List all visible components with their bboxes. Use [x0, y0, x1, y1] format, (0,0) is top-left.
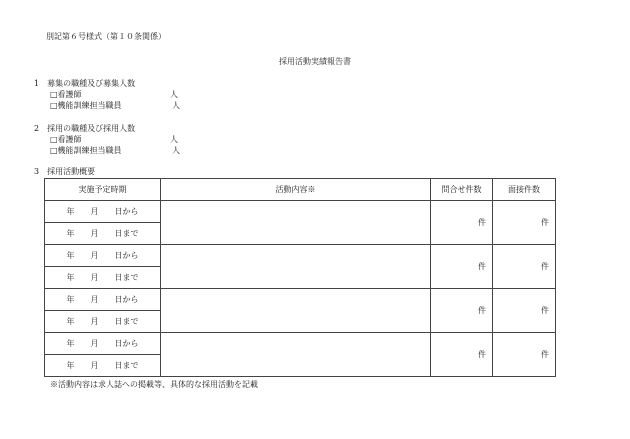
date-from-cell[interactable]: 年 月 日から	[45, 333, 161, 355]
date-from-cell[interactable]: 年 月 日から	[45, 201, 161, 223]
table-row	[45, 333, 556, 355]
section-2-heading: 2 採用の職種及び採用人数	[34, 124, 136, 133]
section-2-nurse-unit: 人	[170, 135, 178, 144]
date-to-cell[interactable]: 年 月 日まで	[45, 355, 161, 377]
footnote: ※活動内容は求人誌への掲載等、具体的な採用活動を記載	[50, 380, 258, 389]
date-to-cell[interactable]: 年 月 日まで	[45, 223, 161, 245]
date-from-cell[interactable]: 年 月 日から	[45, 289, 161, 311]
section-1-item-nurse: □看護師	[50, 90, 82, 99]
form-id: 別記第６号様式（第１０条関係）	[46, 32, 166, 41]
activity-content-cell[interactable]	[161, 333, 431, 377]
date-from-cell[interactable]: 年 月 日から	[45, 245, 161, 267]
section-2-item-trainer: □機能訓練担当職員	[50, 146, 122, 155]
inquiries-cell[interactable]: 件	[431, 201, 493, 245]
inquiries-cell[interactable]: 件	[431, 333, 493, 377]
section-3-heading: 3 採用活動概要	[34, 167, 96, 176]
section-1-nurse-unit: 人	[170, 90, 178, 99]
interviews-cell[interactable]: 件	[493, 245, 556, 289]
activity-content-cell[interactable]	[161, 201, 431, 245]
section-2-item-nurse: □看護師	[50, 135, 82, 144]
table-header-row	[45, 179, 556, 201]
date-to-cell[interactable]: 年 月 日まで	[45, 311, 161, 333]
interviews-cell[interactable]: 件	[493, 201, 556, 245]
section-1-heading: 1 募集の職種及び募集人数	[34, 79, 136, 88]
header-inquiries: 問合せ件数	[431, 179, 493, 201]
document-title: 採用活動実績報告書	[279, 57, 351, 66]
header-period: 実施予定時期	[45, 179, 161, 201]
header-activity: 活動内容※	[161, 179, 431, 201]
activity-content-cell[interactable]	[161, 289, 431, 333]
table-row	[45, 201, 556, 223]
table-row	[45, 245, 556, 267]
inquiries-cell[interactable]: 件	[431, 245, 493, 289]
section-1-trainer-unit: 人	[172, 101, 180, 110]
section-1-item-trainer: □機能訓練担当職員	[50, 101, 122, 110]
activity-table	[44, 178, 556, 377]
header-interviews: 面接件数	[493, 179, 556, 201]
inquiries-cell[interactable]: 件	[431, 289, 493, 333]
date-to-cell[interactable]: 年 月 日まで	[45, 267, 161, 289]
interviews-cell[interactable]: 件	[493, 289, 556, 333]
table-row	[45, 289, 556, 311]
activity-content-cell[interactable]	[161, 245, 431, 289]
section-2-trainer-unit: 人	[172, 146, 180, 155]
interviews-cell[interactable]: 件	[493, 333, 556, 377]
